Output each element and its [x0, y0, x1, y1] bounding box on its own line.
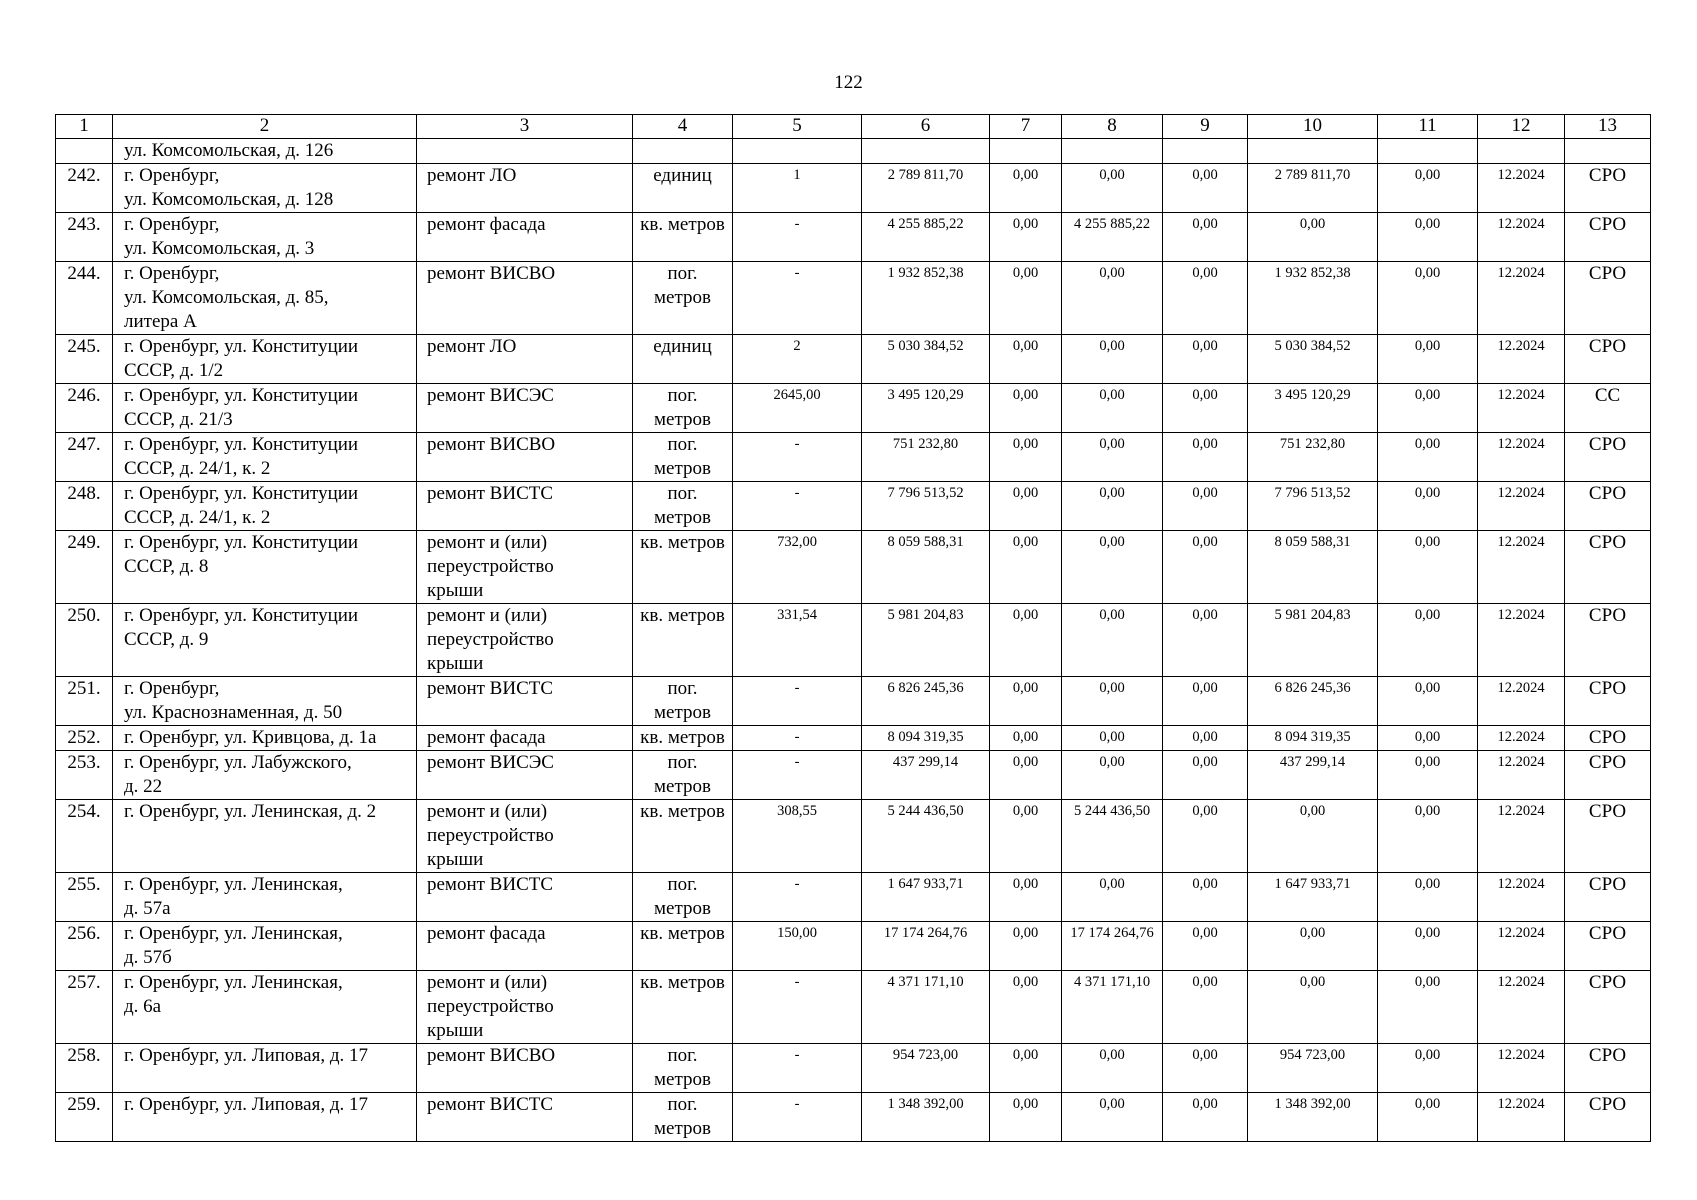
work-type: ремонт и (или) переустройство крыши	[417, 971, 633, 1044]
total-cost: 17 174 264,76	[862, 922, 990, 971]
col8-value: 0,00	[1062, 751, 1163, 800]
table-row	[56, 262, 1651, 335]
table-row	[56, 971, 1651, 1044]
contractor-code: СРО	[1565, 164, 1651, 213]
unit: кв. метров	[633, 726, 733, 751]
col7-value: 0,00	[990, 873, 1062, 922]
col8-value: 5 244 436,50	[1062, 800, 1163, 873]
col7-value: 0,00	[990, 751, 1062, 800]
work-type: ремонт ВИСВО	[417, 1044, 633, 1093]
column-header: 9	[1163, 115, 1248, 139]
col11-value: 0,00	[1378, 1044, 1478, 1093]
col11-value: 0,00	[1378, 335, 1478, 384]
unit: кв. метров	[633, 971, 733, 1044]
work-type: ремонт ЛО	[417, 335, 633, 384]
col9-value: 0,00	[1163, 873, 1248, 922]
volume	[733, 139, 862, 164]
unit: единиц	[633, 164, 733, 213]
unit: кв. метров	[633, 213, 733, 262]
contractor-code: СРО	[1565, 482, 1651, 531]
col10-value: 954 723,00	[1248, 1044, 1378, 1093]
col7-value: 0,00	[990, 213, 1062, 262]
volume: -	[733, 971, 862, 1044]
col7-value: 0,00	[990, 433, 1062, 482]
volume: 2	[733, 335, 862, 384]
contractor-code: СРО	[1565, 751, 1651, 800]
completion-date: 12.2024	[1478, 751, 1565, 800]
col11-value	[1378, 139, 1478, 164]
volume: 1	[733, 164, 862, 213]
table-row	[56, 213, 1651, 262]
row-number: 251.	[56, 677, 113, 726]
col9-value: 0,00	[1163, 1044, 1248, 1093]
col9-value: 0,00	[1163, 677, 1248, 726]
contractor-code: СРО	[1565, 604, 1651, 677]
row-number: 253.	[56, 751, 113, 800]
volume: 150,00	[733, 922, 862, 971]
contractor-code: СРО	[1565, 213, 1651, 262]
address: г. Оренбург, ул. Конституции СССР, д. 24/1, к. 2	[113, 482, 417, 531]
total-cost: 954 723,00	[862, 1044, 990, 1093]
work-type: ремонт ВИСТС	[417, 482, 633, 531]
column-number-row	[56, 115, 1651, 139]
col10-value: 0,00	[1248, 922, 1378, 971]
work-type: ремонт ВИСТС	[417, 677, 633, 726]
col7-value: 0,00	[990, 262, 1062, 335]
col11-value: 0,00	[1378, 873, 1478, 922]
col8-value: 0,00	[1062, 873, 1163, 922]
col9-value: 0,00	[1163, 751, 1248, 800]
table-row	[56, 139, 1651, 164]
completion-date: 12.2024	[1478, 971, 1565, 1044]
row-number: 246.	[56, 384, 113, 433]
col10-value: 0,00	[1248, 213, 1378, 262]
column-header: 2	[113, 115, 417, 139]
table-row	[56, 800, 1651, 873]
col10-value: 2 789 811,70	[1248, 164, 1378, 213]
total-cost: 1 932 852,38	[862, 262, 990, 335]
unit: кв. метров	[633, 531, 733, 604]
unit	[633, 139, 733, 164]
unit: пог. метров	[633, 262, 733, 335]
completion-date: 12.2024	[1478, 213, 1565, 262]
col11-value: 0,00	[1378, 213, 1478, 262]
address: г. Оренбург, ул. Липовая, д. 17	[113, 1044, 417, 1093]
work-type: ремонт ЛО	[417, 164, 633, 213]
completion-date: 12.2024	[1478, 262, 1565, 335]
address: г. Оренбург, ул. Конституции СССР, д. 8	[113, 531, 417, 604]
col9-value: 0,00	[1163, 531, 1248, 604]
total-cost: 1 647 933,71	[862, 873, 990, 922]
col7-value: 0,00	[990, 604, 1062, 677]
work-type: ремонт ВИСТС	[417, 873, 633, 922]
total-cost: 4 371 171,10	[862, 971, 990, 1044]
address: г. Оренбург, ул. Ленинская, д. 57а	[113, 873, 417, 922]
table-row	[56, 1044, 1651, 1093]
volume: -	[733, 751, 862, 800]
address: г. Оренбург, ул. Липовая, д. 17	[113, 1093, 417, 1142]
total-cost: 7 796 513,52	[862, 482, 990, 531]
table-row	[56, 604, 1651, 677]
work-type	[417, 139, 633, 164]
col9-value: 0,00	[1163, 433, 1248, 482]
contractor-code: СС	[1565, 384, 1651, 433]
col10-value: 0,00	[1248, 971, 1378, 1044]
col9-value: 0,00	[1163, 335, 1248, 384]
row-number: 258.	[56, 1044, 113, 1093]
contractor-code: СРО	[1565, 531, 1651, 604]
column-header: 5	[733, 115, 862, 139]
completion-date: 12.2024	[1478, 335, 1565, 384]
volume: -	[733, 262, 862, 335]
col10-value: 5 030 384,52	[1248, 335, 1378, 384]
table-row	[56, 164, 1651, 213]
col8-value: 0,00	[1062, 335, 1163, 384]
row-number: 245.	[56, 335, 113, 384]
total-cost: 4 255 885,22	[862, 213, 990, 262]
col9-value: 0,00	[1163, 971, 1248, 1044]
col8-value: 0,00	[1062, 677, 1163, 726]
work-type: ремонт фасада	[417, 922, 633, 971]
work-type: ремонт и (или) переустройство крыши	[417, 800, 633, 873]
col7-value: 0,00	[990, 384, 1062, 433]
col9-value: 0,00	[1163, 262, 1248, 335]
col10-value: 6 826 245,36	[1248, 677, 1378, 726]
column-header: 1	[56, 115, 113, 139]
row-number: 247.	[56, 433, 113, 482]
address: г. Оренбург, ул. Комсомольская, д. 128	[113, 164, 417, 213]
total-cost: 1 348 392,00	[862, 1093, 990, 1142]
col7-value: 0,00	[990, 164, 1062, 213]
row-number: 256.	[56, 922, 113, 971]
col10-value: 8 094 319,35	[1248, 726, 1378, 751]
total-cost: 5 244 436,50	[862, 800, 990, 873]
completion-date: 12.2024	[1478, 531, 1565, 604]
row-number: 257.	[56, 971, 113, 1044]
address: г. Оренбург, ул. Конституции СССР, д. 9	[113, 604, 417, 677]
unit: кв. метров	[633, 922, 733, 971]
col9-value: 0,00	[1163, 213, 1248, 262]
table-row	[56, 726, 1651, 751]
volume: -	[733, 873, 862, 922]
col8-value: 0,00	[1062, 482, 1163, 531]
row-number: 243.	[56, 213, 113, 262]
contractor-code: СРО	[1565, 922, 1651, 971]
unit: единиц	[633, 335, 733, 384]
table-row	[56, 433, 1651, 482]
unit: пог. метров	[633, 751, 733, 800]
contractor-code: СРО	[1565, 335, 1651, 384]
col7-value: 0,00	[990, 1093, 1062, 1142]
unit: кв. метров	[633, 604, 733, 677]
col11-value: 0,00	[1378, 531, 1478, 604]
total-cost: 8 059 588,31	[862, 531, 990, 604]
total-cost: 3 495 120,29	[862, 384, 990, 433]
table-row	[56, 482, 1651, 531]
col10-value: 437 299,14	[1248, 751, 1378, 800]
col11-value: 0,00	[1378, 726, 1478, 751]
col11-value: 0,00	[1378, 262, 1478, 335]
work-type: ремонт ВИСВО	[417, 262, 633, 335]
col8-value: 0,00	[1062, 164, 1163, 213]
col11-value: 0,00	[1378, 1093, 1478, 1142]
column-header: 4	[633, 115, 733, 139]
address: г. Оренбург, ул. Лабужского, д. 22	[113, 751, 417, 800]
col10-value: 7 796 513,52	[1248, 482, 1378, 531]
address: г. Оренбург, ул. Конституции СССР, д. 24/1, к. 2	[113, 433, 417, 482]
total-cost: 8 094 319,35	[862, 726, 990, 751]
volume: 732,00	[733, 531, 862, 604]
unit: пог. метров	[633, 433, 733, 482]
col8-value: 4 371 171,10	[1062, 971, 1163, 1044]
work-type: ремонт ВИСЭС	[417, 384, 633, 433]
col7-value: 0,00	[990, 482, 1062, 531]
contractor-code: СРО	[1565, 800, 1651, 873]
col10-value: 5 981 204,83	[1248, 604, 1378, 677]
row-number	[56, 139, 113, 164]
volume: -	[733, 213, 862, 262]
col8-value: 17 174 264,76	[1062, 922, 1163, 971]
volume: -	[733, 482, 862, 531]
col10-value: 1 932 852,38	[1248, 262, 1378, 335]
col9-value: 0,00	[1163, 604, 1248, 677]
table-row	[56, 873, 1651, 922]
row-number: 244.	[56, 262, 113, 335]
completion-date: 12.2024	[1478, 873, 1565, 922]
contractor-code: СРО	[1565, 677, 1651, 726]
column-header: 7	[990, 115, 1062, 139]
completion-date: 12.2024	[1478, 433, 1565, 482]
total-cost: 2 789 811,70	[862, 164, 990, 213]
unit: пог. метров	[633, 384, 733, 433]
contractor-code: СРО	[1565, 262, 1651, 335]
col8-value: 0,00	[1062, 384, 1163, 433]
table-row	[56, 335, 1651, 384]
col7-value: 0,00	[990, 971, 1062, 1044]
col8-value: 0,00	[1062, 1044, 1163, 1093]
col7-value: 0,00	[990, 726, 1062, 751]
col11-value: 0,00	[1378, 971, 1478, 1044]
column-header: 3	[417, 115, 633, 139]
col11-value: 0,00	[1378, 164, 1478, 213]
col9-value: 0,00	[1163, 800, 1248, 873]
column-header: 10	[1248, 115, 1378, 139]
contractor-code	[1565, 139, 1651, 164]
unit: пог. метров	[633, 677, 733, 726]
row-number: 249.	[56, 531, 113, 604]
col7-value: 0,00	[990, 335, 1062, 384]
completion-date: 12.2024	[1478, 384, 1565, 433]
address: г. Оренбург, ул. Краснознаменная, д. 50	[113, 677, 417, 726]
completion-date: 12.2024	[1478, 1093, 1565, 1142]
table-row	[56, 1093, 1651, 1142]
column-header: 13	[1565, 115, 1651, 139]
address: г. Оренбург, ул. Конституции СССР, д. 21/3	[113, 384, 417, 433]
col8-value	[1062, 139, 1163, 164]
col10-value: 751 232,80	[1248, 433, 1378, 482]
contractor-code: СРО	[1565, 1093, 1651, 1142]
col8-value: 0,00	[1062, 604, 1163, 677]
col8-value: 0,00	[1062, 1093, 1163, 1142]
work-type: ремонт ВИСЭС	[417, 751, 633, 800]
row-number: 242.	[56, 164, 113, 213]
contractor-code: СРО	[1565, 1044, 1651, 1093]
row-number: 259.	[56, 1093, 113, 1142]
col10-value	[1248, 139, 1378, 164]
unit: пог. метров	[633, 1044, 733, 1093]
col7-value	[990, 139, 1062, 164]
row-number: 250.	[56, 604, 113, 677]
contractor-code: СРО	[1565, 433, 1651, 482]
col8-value: 0,00	[1062, 726, 1163, 751]
col9-value: 0,00	[1163, 384, 1248, 433]
total-cost: 5 030 384,52	[862, 335, 990, 384]
work-type: ремонт и (или) переустройство крыши	[417, 531, 633, 604]
address: г. Оренбург, ул. Ленинская, д. 2	[113, 800, 417, 873]
col11-value: 0,00	[1378, 922, 1478, 971]
work-type: ремонт фасада	[417, 726, 633, 751]
unit: пог. метров	[633, 482, 733, 531]
col10-value: 8 059 588,31	[1248, 531, 1378, 604]
col9-value: 0,00	[1163, 482, 1248, 531]
address: г. Оренбург, ул. Комсомольская, д. 85, литера А	[113, 262, 417, 335]
completion-date: 12.2024	[1478, 922, 1565, 971]
address: г. Оренбург, ул. Ленинская, д. 6а	[113, 971, 417, 1044]
col7-value: 0,00	[990, 677, 1062, 726]
col7-value: 0,00	[990, 531, 1062, 604]
completion-date: 12.2024	[1478, 1044, 1565, 1093]
col9-value	[1163, 139, 1248, 164]
work-type: ремонт и (или) переустройство крыши	[417, 604, 633, 677]
completion-date	[1478, 139, 1565, 164]
volume: 308,55	[733, 800, 862, 873]
completion-date: 12.2024	[1478, 482, 1565, 531]
col10-value: 1 647 933,71	[1248, 873, 1378, 922]
col11-value: 0,00	[1378, 751, 1478, 800]
volume: 2645,00	[733, 384, 862, 433]
table-row	[56, 922, 1651, 971]
total-cost: 5 981 204,83	[862, 604, 990, 677]
table-row	[56, 751, 1651, 800]
works-table	[55, 114, 1651, 1142]
contractor-code: СРО	[1565, 971, 1651, 1044]
volume: -	[733, 433, 862, 482]
col9-value: 0,00	[1163, 922, 1248, 971]
col11-value: 0,00	[1378, 800, 1478, 873]
col11-value: 0,00	[1378, 677, 1478, 726]
row-number: 252.	[56, 726, 113, 751]
col10-value: 3 495 120,29	[1248, 384, 1378, 433]
col7-value: 0,00	[990, 800, 1062, 873]
table-row	[56, 677, 1651, 726]
volume: -	[733, 1044, 862, 1093]
work-type: ремонт ВИСТС	[417, 1093, 633, 1142]
table-body	[56, 139, 1651, 1142]
total-cost: 6 826 245,36	[862, 677, 990, 726]
contractor-code: СРО	[1565, 726, 1651, 751]
table-row	[56, 531, 1651, 604]
volume: 331,54	[733, 604, 862, 677]
address: г. Оренбург, ул. Ленинская, д. 57б	[113, 922, 417, 971]
col11-value: 0,00	[1378, 482, 1478, 531]
completion-date: 12.2024	[1478, 726, 1565, 751]
row-number: 254.	[56, 800, 113, 873]
col9-value: 0,00	[1163, 1093, 1248, 1142]
total-cost: 437 299,14	[862, 751, 990, 800]
column-header: 12	[1478, 115, 1565, 139]
column-header: 6	[862, 115, 990, 139]
work-type: ремонт фасада	[417, 213, 633, 262]
unit: пог. метров	[633, 873, 733, 922]
col8-value: 0,00	[1062, 531, 1163, 604]
col7-value: 0,00	[990, 1044, 1062, 1093]
col9-value: 0,00	[1163, 726, 1248, 751]
col9-value: 0,00	[1163, 164, 1248, 213]
col11-value: 0,00	[1378, 604, 1478, 677]
col7-value: 0,00	[990, 922, 1062, 971]
row-number: 248.	[56, 482, 113, 531]
completion-date: 12.2024	[1478, 164, 1565, 213]
unit: кв. метров	[633, 800, 733, 873]
col10-value: 1 348 392,00	[1248, 1093, 1378, 1142]
work-type: ремонт ВИСВО	[417, 433, 633, 482]
volume: -	[733, 726, 862, 751]
completion-date: 12.2024	[1478, 677, 1565, 726]
address: г. Оренбург, ул. Комсомольская, д. 3	[113, 213, 417, 262]
completion-date: 12.2024	[1478, 604, 1565, 677]
table-row	[56, 384, 1651, 433]
col11-value: 0,00	[1378, 384, 1478, 433]
volume: -	[733, 1093, 862, 1142]
column-header: 11	[1378, 115, 1478, 139]
row-number: 255.	[56, 873, 113, 922]
address: ул. Комсомольская, д. 126	[113, 139, 417, 164]
total-cost	[862, 139, 990, 164]
address: г. Оренбург, ул. Конституции СССР, д. 1/2	[113, 335, 417, 384]
page-number: 122	[834, 72, 863, 93]
column-header: 8	[1062, 115, 1163, 139]
contractor-code: СРО	[1565, 873, 1651, 922]
col8-value: 4 255 885,22	[1062, 213, 1163, 262]
unit: пог. метров	[633, 1093, 733, 1142]
col8-value: 0,00	[1062, 262, 1163, 335]
address: г. Оренбург, ул. Кривцова, д. 1а	[113, 726, 417, 751]
col8-value: 0,00	[1062, 433, 1163, 482]
col10-value: 0,00	[1248, 800, 1378, 873]
completion-date: 12.2024	[1478, 800, 1565, 873]
total-cost: 751 232,80	[862, 433, 990, 482]
col11-value: 0,00	[1378, 433, 1478, 482]
volume: -	[733, 677, 862, 726]
